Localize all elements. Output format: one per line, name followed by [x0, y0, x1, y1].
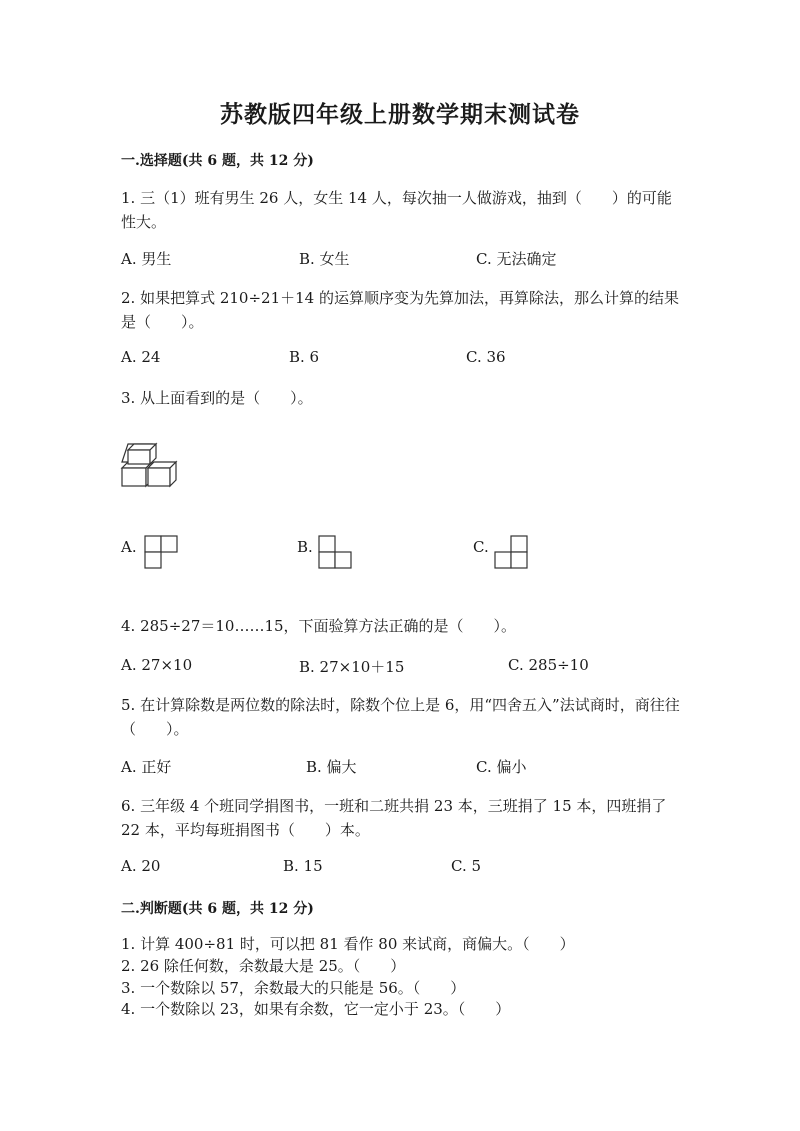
- question-3-option-b[interactable]: B.: [297, 538, 313, 556]
- question-1-option-c[interactable]: C. 无法确定: [476, 250, 557, 268]
- question-2-option-b[interactable]: B. 6: [289, 348, 320, 366]
- question-1-text: 1. 三（1）班有男生 26 人，女生 14 人，每次抽一人做游戏，抽到（ ）的可能性大。: [121, 189, 672, 231]
- question-2-option-a[interactable]: A. 24: [121, 348, 161, 366]
- question-6-options: [121, 857, 681, 877]
- question-4-option-c[interactable]: C. 285÷10: [508, 656, 589, 674]
- question-3-option-c[interactable]: C.: [473, 538, 489, 556]
- question-2-option-c[interactable]: C. 36: [466, 348, 506, 366]
- judgement-item-3: 3. 一个数除以 57，余数最大的只能是 56。（ ）: [121, 979, 466, 997]
- cube-stack-figure: [118, 440, 182, 492]
- question-1-option-b[interactable]: B. 女生: [299, 250, 350, 268]
- question-5-options: [121, 756, 681, 776]
- judgement-item-1: 1. 计算 400÷81 时，可以把 81 看作 80 来试商，商偏大。（ ）: [121, 935, 575, 953]
- option-c-top-view-figure: [494, 535, 528, 569]
- question-2-text: 2. 如果把算式 210÷21＋14 的运算顺序变为先算加法，再算除法，那么计算的结果是（ ）。: [121, 289, 679, 331]
- option-a-top-view-figure: [144, 535, 178, 569]
- question-1-options: [121, 248, 681, 268]
- question-6-option-a[interactable]: A. 20: [121, 857, 161, 875]
- section-heading-judgement: 二.判断题(共 6 题，共 12 分): [121, 901, 314, 917]
- question-4-text: 4. 285÷27＝10……15，下面验算方法正确的是（ ）。: [121, 617, 517, 635]
- question-4-option-b[interactable]: B. 27×10＋15: [299, 658, 405, 676]
- question-5-text: 5. 在计算除数是两位数的除法时，除数个位上是 6，用“四舍五入”法试商时，商往往（ ）。: [121, 696, 680, 738]
- question-6-text: 6. 三年级 4 个班同学捐图书，一班和二班共捐 23 本，三班捐了 15 本，四班捐了 22 本，平均每班捐图书（ ）本。: [121, 797, 667, 839]
- section-heading-choice: 一.选择题(共 6 题，共 12 分): [121, 153, 314, 169]
- question-3-option-a[interactable]: A.: [121, 538, 137, 556]
- question-3-options: [121, 538, 681, 558]
- question-4-options: [121, 656, 681, 676]
- question-6-option-b[interactable]: B. 15: [283, 857, 323, 875]
- page-title: 苏教版四年级上册数学期末测试卷: [220, 101, 580, 128]
- question-2-options: [121, 348, 681, 368]
- question-1-option-a[interactable]: A. 男生: [121, 250, 172, 268]
- option-b-top-view-figure: [318, 535, 352, 569]
- question-3-text: 3. 从上面看到的是（ ）。: [121, 389, 313, 407]
- question-6-option-c[interactable]: C. 5: [451, 857, 482, 875]
- question-5-option-c[interactable]: C. 偏小: [476, 758, 527, 776]
- question-5-option-b[interactable]: B. 偏大: [306, 758, 357, 776]
- judgement-item-2: 2. 26 除任何数，余数最大是 25。（ ）: [121, 957, 406, 975]
- question-5-option-a[interactable]: A. 正好: [121, 758, 172, 776]
- question-4-option-a[interactable]: A. 27×10: [121, 656, 193, 674]
- judgement-item-4: 4. 一个数除以 23，如果有余数，它一定小于 23。（ ）: [121, 1000, 511, 1018]
